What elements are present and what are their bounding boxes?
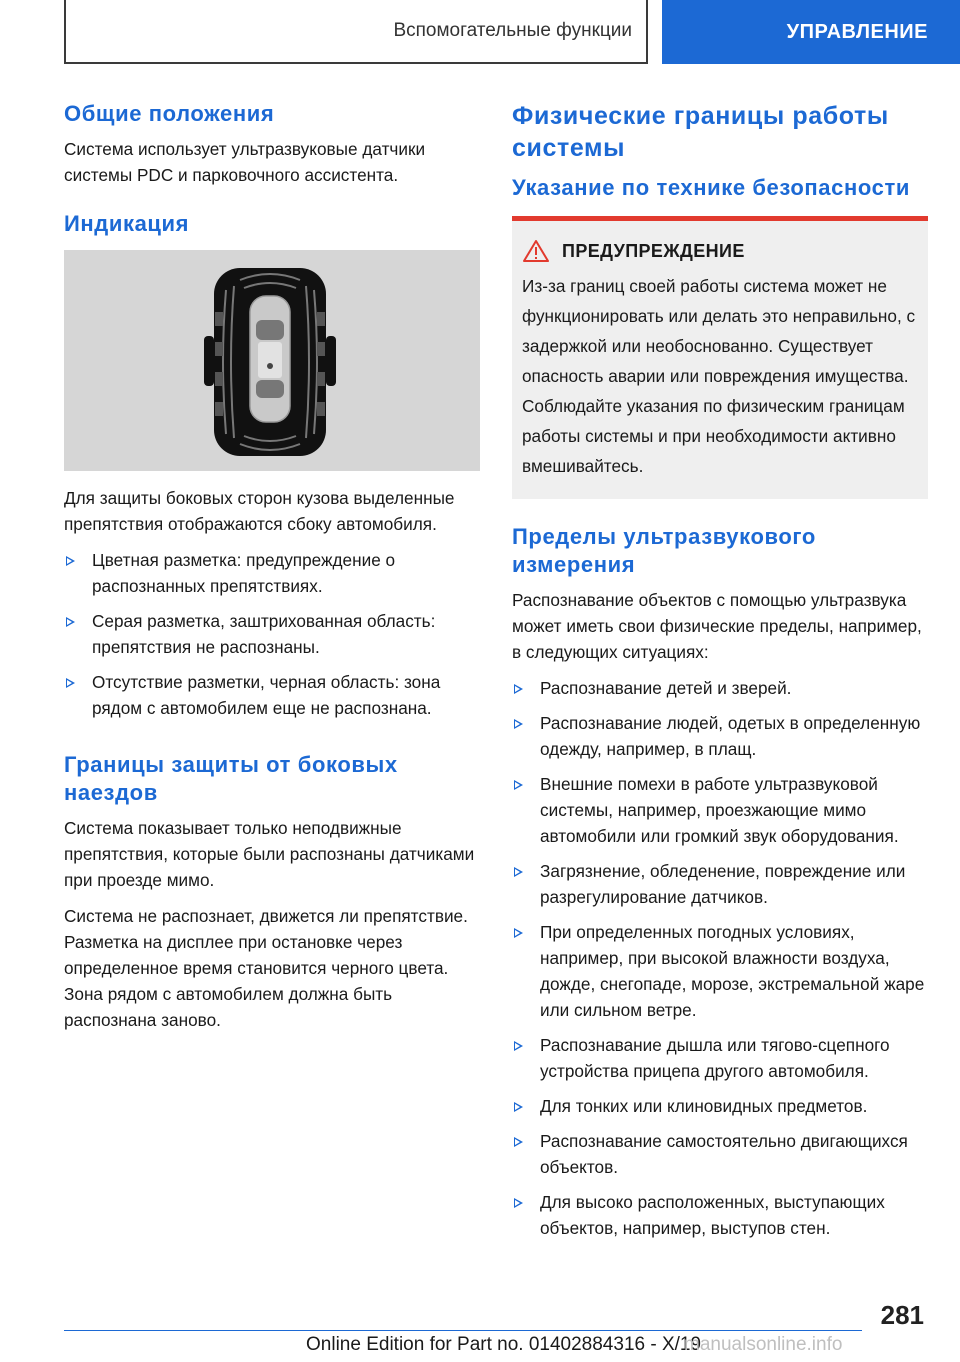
warning-title: ПРЕДУПРЕЖДЕНИЕ — [562, 240, 745, 261]
triangle-bullet-icon — [514, 1137, 523, 1147]
list-item: Для тонких или клиновидных предметов. — [512, 1093, 928, 1119]
triangle-bullet-icon — [514, 780, 523, 790]
ultrasonic-list — [512, 675, 928, 1241]
header-section — [64, 0, 648, 64]
triangle-bullet-icon — [514, 867, 523, 877]
triangle-bullet-icon — [514, 719, 523, 729]
triangle-bullet-icon — [66, 617, 75, 627]
right-column — [512, 100, 928, 1251]
list-item: Цветная разметка: предупреждение о распознанных препятствиях. — [64, 547, 480, 599]
heading-ultrasonic: Пределы ультразвукового измерения — [512, 524, 816, 577]
triangle-bullet-icon — [514, 1198, 523, 1208]
paragraph-general: Система использует ультразвуковые датчики системы PDC и парковочного ассистента. — [64, 139, 426, 185]
heading-limits: Границы защиты от боковых наездов — [64, 752, 398, 805]
paragraph-limits-1: Система показывает только неподвижные препятствия, которые были распознаны датчиками при проезде мимо. — [64, 818, 475, 890]
list-item: Распознавание людей, одетых в определенную одежду, например, в плащ. — [512, 710, 928, 762]
footer-divider — [64, 1330, 862, 1331]
list-item: Распознавание дышла или тягово-сцепного устройства прицепа другого автомобиля. — [512, 1032, 928, 1084]
triangle-bullet-icon — [66, 556, 75, 566]
header-chapter-title: УПРАВЛЕНИЕ — [786, 20, 928, 43]
paragraph-display: Для защиты боковых сторон кузова выделенные препятствия отображаются сбоку автомобиля. — [64, 488, 455, 534]
warning-header — [522, 239, 918, 263]
heading-safety: Указание по технике безопасности — [512, 175, 910, 200]
heading-physical: Физические границы работы системы — [512, 102, 889, 162]
display-list — [64, 547, 480, 721]
triangle-bullet-icon — [514, 684, 523, 694]
footer-edition: Online Edition for Part no. 01402884316 - X/19 — [306, 1334, 702, 1355]
paragraph-limits-2: Система не распознает, движется ли препятствие. Разметка на дисплее при остановке через определенное время становится черного цвета. Зона рядом с автомобилем должна быть распознана заново. — [64, 906, 468, 1030]
warning-text: Из-за границ своей работы система может не функционировать или делать это неправильно, с задержкой или необоснованно. Существует опасность аварии или повреждения имущества. Соблюдайте указания по физическим границам работы системы и при необходимости активно вмешивайтесь. — [522, 276, 916, 476]
paragraph-ultrasonic: Распознавание объектов с помощью ультразвука может иметь свои физические пределы, например, в следующих ситуациях: — [512, 590, 922, 662]
list-item: Распознавание детей и зверей. — [512, 675, 928, 701]
list-item: Серая разметка, заштрихованная область: препятствия не распознаны. — [64, 608, 480, 660]
triangle-bullet-icon — [514, 928, 523, 938]
list-item: Отсутствие разметки, черная область: зона рядом с автомобилем еще не распознана. — [64, 669, 480, 721]
triangle-bullet-icon — [66, 678, 75, 688]
parking-display-illustration — [64, 250, 480, 471]
list-item: При определенных погодных условиях, например, при высокой влажности воздуха, дожде, снегопаде, морозе, экстремальной жаре или сильном ветре. — [512, 919, 928, 1023]
heading-general: Общие положения — [64, 101, 275, 126]
car-topview-icon — [64, 250, 480, 471]
warning-box — [512, 216, 928, 499]
header-section-title: Вспомогательные функции — [393, 20, 632, 41]
heading-display: Индикация — [64, 211, 190, 236]
left-column — [64, 100, 480, 1043]
page-number: 281 — [880, 1300, 924, 1330]
triangle-bullet-icon — [514, 1041, 523, 1051]
warning-icon — [522, 239, 550, 263]
footer-watermark: manualsonline.info — [684, 1334, 843, 1355]
triangle-bullet-icon — [514, 1102, 523, 1112]
list-item: Для высоко расположенных, выступающих объектов, например, выступов стен. — [512, 1189, 928, 1241]
list-item: Внешние помехи в работе ультразвуковой системы, например, проезжающие мимо автомобили или громкий звук оборудования. — [512, 771, 928, 849]
list-item: Распознавание самостоятельно двигающихся объектов. — [512, 1128, 928, 1180]
header-chapter — [662, 0, 960, 64]
list-item: Загрязнение, обледенение, повреждение или разрегулирование датчиков. — [512, 858, 928, 910]
